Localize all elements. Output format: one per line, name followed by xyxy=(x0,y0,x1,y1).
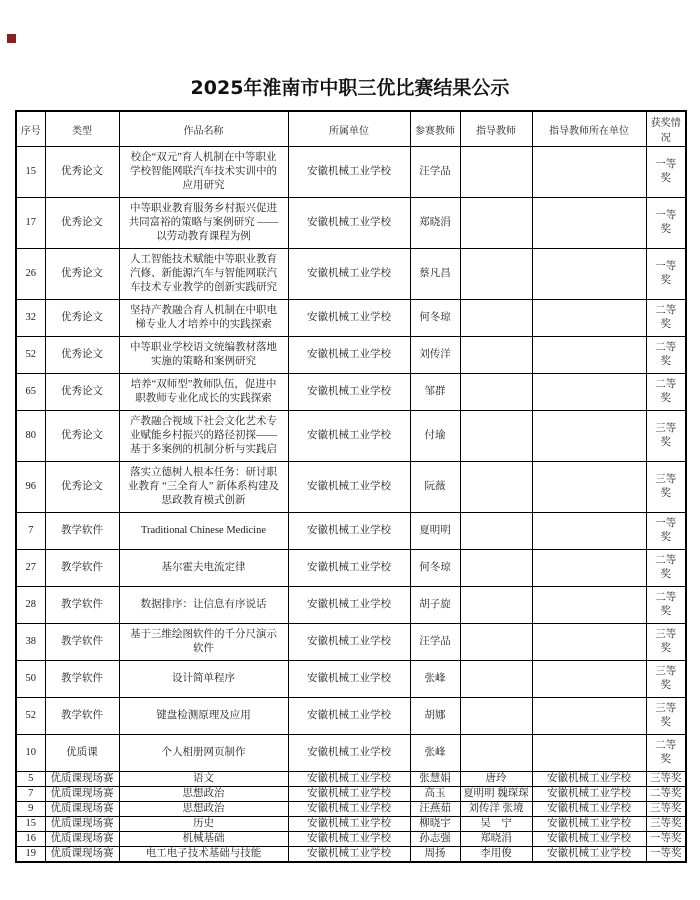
cell-award: 二等奖 xyxy=(646,374,686,411)
cell-advisor xyxy=(460,337,532,374)
cell-unit: 安徽机械工业学校 xyxy=(288,817,410,832)
cell-advisor-unit xyxy=(532,249,646,300)
cell-unit: 安徽机械工业学校 xyxy=(288,847,410,863)
cell-serial: 26 xyxy=(16,249,45,300)
cell-teacher: 胡子旋 xyxy=(410,587,460,624)
cell-serial: 80 xyxy=(16,411,45,462)
cell-unit: 安徽机械工业学校 xyxy=(288,147,410,198)
cell-advisor: 李用俊 xyxy=(460,847,532,863)
cell-work-title: 坚持产教融合育人机制在中职电梯专业人才培养中的实践探索 xyxy=(119,300,288,337)
table-row xyxy=(16,337,686,374)
cell-serial: 9 xyxy=(16,802,45,817)
table-row xyxy=(16,462,686,513)
cell-work-title: 校企“双元”育人机制在中等职业学校智能网联汽车技术实训中的应用研究 xyxy=(119,147,288,198)
cell-teacher: 柳晓宇 xyxy=(410,817,460,832)
cell-work-title: Traditional Chinese Medicine xyxy=(119,513,288,550)
cell-advisor-unit xyxy=(532,661,646,698)
cell-serial: 15 xyxy=(16,147,45,198)
cell-advisor xyxy=(460,198,532,249)
cell-award: 三等奖 xyxy=(646,661,686,698)
column-header-work-title: 作品名称 xyxy=(119,111,288,147)
cell-advisor-unit xyxy=(532,735,646,772)
cell-teacher: 周扬 xyxy=(410,847,460,863)
cell-award: 三等奖 xyxy=(646,772,686,787)
cell-award: 一等奖 xyxy=(646,513,686,550)
cell-serial: 15 xyxy=(16,817,45,832)
cell-advisor xyxy=(460,147,532,198)
cell-advisor xyxy=(460,735,532,772)
cell-advisor-unit xyxy=(532,374,646,411)
cell-advisor: 刘传洋 张境 xyxy=(460,802,532,817)
cell-teacher: 孙志强 xyxy=(410,832,460,847)
cell-unit: 安徽机械工业学校 xyxy=(288,411,410,462)
cell-advisor-unit xyxy=(532,513,646,550)
table-row xyxy=(16,802,686,817)
table-row xyxy=(16,698,686,735)
cell-unit: 安徽机械工业学校 xyxy=(288,587,410,624)
cell-category: 教学软件 xyxy=(45,698,119,735)
cell-unit: 安徽机械工业学校 xyxy=(288,198,410,249)
cell-category: 优秀论文 xyxy=(45,374,119,411)
column-header-unit: 所属单位 xyxy=(288,111,410,147)
cell-award: 二等奖 xyxy=(646,337,686,374)
cell-advisor: 吴 宁 xyxy=(460,817,532,832)
table-row xyxy=(16,832,686,847)
table-row xyxy=(16,198,686,249)
cell-advisor-unit: 安徽机械工业学校 xyxy=(532,802,646,817)
cell-teacher: 郑晓涓 xyxy=(410,198,460,249)
cell-serial: 96 xyxy=(16,462,45,513)
cell-unit: 安徽机械工业学校 xyxy=(288,787,410,802)
column-header-serial: 序号 xyxy=(16,111,45,147)
cell-advisor xyxy=(460,300,532,337)
cell-award: 二等奖 xyxy=(646,735,686,772)
column-header-advisor-unit: 指导教师所在单位 xyxy=(532,111,646,147)
cell-unit: 安徽机械工业学校 xyxy=(288,550,410,587)
cell-unit: 安徽机械工业学校 xyxy=(288,249,410,300)
cell-work-title: 个人相册网页制作 xyxy=(119,735,288,772)
cell-unit: 安徽机械工业学校 xyxy=(288,374,410,411)
cell-unit: 安徽机械工业学校 xyxy=(288,802,410,817)
cell-award: 三等奖 xyxy=(646,411,686,462)
table-row xyxy=(16,735,686,772)
cell-serial: 28 xyxy=(16,587,45,624)
table-row xyxy=(16,847,686,863)
cell-work-title: 中等职业学校语文统编教材落地实施的策略和案例研究 xyxy=(119,337,288,374)
cell-advisor-unit: 安徽机械工业学校 xyxy=(532,847,646,863)
table-row xyxy=(16,513,686,550)
cell-advisor-unit xyxy=(532,198,646,249)
cell-advisor-unit: 安徽机械工业学校 xyxy=(532,772,646,787)
corner-mark xyxy=(7,34,16,43)
cell-serial: 27 xyxy=(16,550,45,587)
table-row xyxy=(16,817,686,832)
cell-advisor-unit xyxy=(532,587,646,624)
cell-teacher: 蔡凡昌 xyxy=(410,249,460,300)
cell-category: 优质课现场赛 xyxy=(45,772,119,787)
table-row xyxy=(16,624,686,661)
cell-work-title: 思想政治 xyxy=(119,787,288,802)
table-row xyxy=(16,550,686,587)
cell-teacher: 胡娜 xyxy=(410,698,460,735)
cell-advisor xyxy=(460,411,532,462)
cell-category: 教学软件 xyxy=(45,661,119,698)
cell-work-title: 产教融合视域下社会文化艺术专业赋能乡村振兴的路径初探——基于多案例的机制分析与实践启 xyxy=(119,411,288,462)
cell-serial: 65 xyxy=(16,374,45,411)
cell-serial: 7 xyxy=(16,513,45,550)
cell-serial: 17 xyxy=(16,198,45,249)
cell-work-title: 培养“双师型”教师队伍，促进中职教师专业化成长的实践探索 xyxy=(119,374,288,411)
cell-work-title: 基尔霍夫电流定律 xyxy=(119,550,288,587)
cell-advisor xyxy=(460,249,532,300)
cell-advisor: 郑晓涓 xyxy=(460,832,532,847)
cell-unit: 安徽机械工业学校 xyxy=(288,772,410,787)
cell-teacher: 刘传洋 xyxy=(410,337,460,374)
table-row xyxy=(16,300,686,337)
cell-advisor xyxy=(460,374,532,411)
table-row xyxy=(16,147,686,198)
cell-unit: 安徽机械工业学校 xyxy=(288,624,410,661)
cell-teacher: 邹群 xyxy=(410,374,460,411)
cell-category: 优秀论文 xyxy=(45,337,119,374)
table-row xyxy=(16,772,686,787)
table-header-row xyxy=(16,111,686,147)
cell-unit: 安徽机械工业学校 xyxy=(288,462,410,513)
cell-category: 优秀论文 xyxy=(45,411,119,462)
cell-teacher: 高玉 xyxy=(410,787,460,802)
cell-advisor xyxy=(460,698,532,735)
cell-award: 三等奖 xyxy=(646,624,686,661)
cell-work-title: 设计简单程序 xyxy=(119,661,288,698)
cell-category: 教学软件 xyxy=(45,513,119,550)
table-row xyxy=(16,661,686,698)
cell-advisor-unit xyxy=(532,337,646,374)
cell-serial: 10 xyxy=(16,735,45,772)
table-row xyxy=(16,411,686,462)
cell-work-title: 落实立德树人根本任务：研讨职业教育 “三全育人” 新体系构建及思政教育模式创新 xyxy=(119,462,288,513)
cell-teacher: 阮薇 xyxy=(410,462,460,513)
cell-advisor xyxy=(460,624,532,661)
cell-teacher: 付瑜 xyxy=(410,411,460,462)
cell-advisor: 夏明明 魏琛琛 xyxy=(460,787,532,802)
column-header-category: 类型 xyxy=(45,111,119,147)
cell-unit: 安徽机械工业学校 xyxy=(288,337,410,374)
cell-advisor-unit xyxy=(532,550,646,587)
cell-award: 一等奖 xyxy=(646,147,686,198)
cell-serial: 7 xyxy=(16,787,45,802)
cell-advisor-unit xyxy=(532,698,646,735)
cell-award: 三等奖 xyxy=(646,817,686,832)
cell-serial: 50 xyxy=(16,661,45,698)
cell-teacher: 张峰 xyxy=(410,735,460,772)
cell-unit: 安徽机械工业学校 xyxy=(288,698,410,735)
cell-teacher: 汪燕茹 xyxy=(410,802,460,817)
cell-work-title: 语文 xyxy=(119,772,288,787)
cell-work-title: 键盘检测原理及应用 xyxy=(119,698,288,735)
cell-category: 优质课现场赛 xyxy=(45,787,119,802)
cell-award: 一等奖 xyxy=(646,832,686,847)
cell-unit: 安徽机械工业学校 xyxy=(288,513,410,550)
column-header-teacher: 参赛教师 xyxy=(410,111,460,147)
cell-serial: 16 xyxy=(16,832,45,847)
cell-advisor-unit xyxy=(532,300,646,337)
cell-advisor: 唐玲 xyxy=(460,772,532,787)
cell-award: 二等奖 xyxy=(646,587,686,624)
cell-award: 二等奖 xyxy=(646,550,686,587)
cell-category: 教学软件 xyxy=(45,550,119,587)
cell-category: 优秀论文 xyxy=(45,300,119,337)
cell-unit: 安徽机械工业学校 xyxy=(288,735,410,772)
cell-serial: 32 xyxy=(16,300,45,337)
cell-work-title: 基于三维绘图软件的千分尺演示软件 xyxy=(119,624,288,661)
cell-award: 一等奖 xyxy=(646,249,686,300)
cell-serial: 38 xyxy=(16,624,45,661)
cell-serial: 19 xyxy=(16,847,45,863)
cell-award: 二等奖 xyxy=(646,787,686,802)
column-header-award: 获奖情况 xyxy=(646,111,686,147)
table-row xyxy=(16,374,686,411)
cell-unit: 安徽机械工业学校 xyxy=(288,300,410,337)
cell-award: 二等奖 xyxy=(646,300,686,337)
cell-category: 优质课现场赛 xyxy=(45,847,119,863)
cell-teacher: 汪学品 xyxy=(410,624,460,661)
cell-advisor-unit: 安徽机械工业学校 xyxy=(532,832,646,847)
cell-unit: 安徽机械工业学校 xyxy=(288,832,410,847)
cell-category: 优质课现场赛 xyxy=(45,817,119,832)
cell-category: 优质课现场赛 xyxy=(45,802,119,817)
cell-work-title: 人工智能技术赋能中等职业教育汽修、新能源汽车与智能网联汽车技术专业教学的创新实践研究 xyxy=(119,249,288,300)
cell-award: 一等奖 xyxy=(646,847,686,863)
cell-award: 三等奖 xyxy=(646,698,686,735)
table-row xyxy=(16,787,686,802)
cell-teacher: 何冬琼 xyxy=(410,300,460,337)
results-table xyxy=(15,110,687,863)
cell-award: 三等奖 xyxy=(646,462,686,513)
cell-unit: 安徽机械工业学校 xyxy=(288,661,410,698)
cell-serial: 5 xyxy=(16,772,45,787)
table-row xyxy=(16,249,686,300)
cell-teacher: 何冬琼 xyxy=(410,550,460,587)
page-title: 2025年淮南市中职三优比赛结果公示 xyxy=(190,77,510,99)
cell-teacher: 夏明明 xyxy=(410,513,460,550)
cell-work-title: 中等职业教育服务乡村振兴促进共同富裕的策略与案例研究 ——以劳动教育课程为例 xyxy=(119,198,288,249)
cell-award: 一等奖 xyxy=(646,198,686,249)
cell-advisor-unit xyxy=(532,147,646,198)
cell-advisor-unit xyxy=(532,624,646,661)
cell-category: 优质课现场赛 xyxy=(45,832,119,847)
cell-work-title: 数据排序：让信息有序说话 xyxy=(119,587,288,624)
cell-category: 优质课 xyxy=(45,735,119,772)
cell-advisor xyxy=(460,462,532,513)
cell-teacher: 汪学品 xyxy=(410,147,460,198)
cell-category: 优秀论文 xyxy=(45,249,119,300)
cell-category: 优秀论文 xyxy=(45,198,119,249)
table-row xyxy=(16,587,686,624)
cell-advisor xyxy=(460,661,532,698)
cell-category: 教学软件 xyxy=(45,624,119,661)
cell-category: 优秀论文 xyxy=(45,147,119,198)
cell-work-title: 机械基础 xyxy=(119,832,288,847)
cell-award: 三等奖 xyxy=(646,802,686,817)
cell-work-title: 历史 xyxy=(119,817,288,832)
column-header-advisor: 指导教师 xyxy=(460,111,532,147)
cell-work-title: 电工电子技术基础与技能 xyxy=(119,847,288,863)
cell-serial: 52 xyxy=(16,337,45,374)
cell-teacher: 张慧娟 xyxy=(410,772,460,787)
cell-advisor xyxy=(460,587,532,624)
cell-serial: 52 xyxy=(16,698,45,735)
cell-advisor-unit: 安徽机械工业学校 xyxy=(532,817,646,832)
cell-advisor-unit xyxy=(532,462,646,513)
cell-advisor-unit xyxy=(532,411,646,462)
cell-advisor xyxy=(460,550,532,587)
results-table-body xyxy=(16,147,686,863)
cell-teacher: 张峰 xyxy=(410,661,460,698)
cell-advisor xyxy=(460,513,532,550)
cell-advisor-unit: 安徽机械工业学校 xyxy=(532,787,646,802)
cell-category: 优秀论文 xyxy=(45,462,119,513)
cell-work-title: 思想政治 xyxy=(119,802,288,817)
cell-category: 教学软件 xyxy=(45,587,119,624)
